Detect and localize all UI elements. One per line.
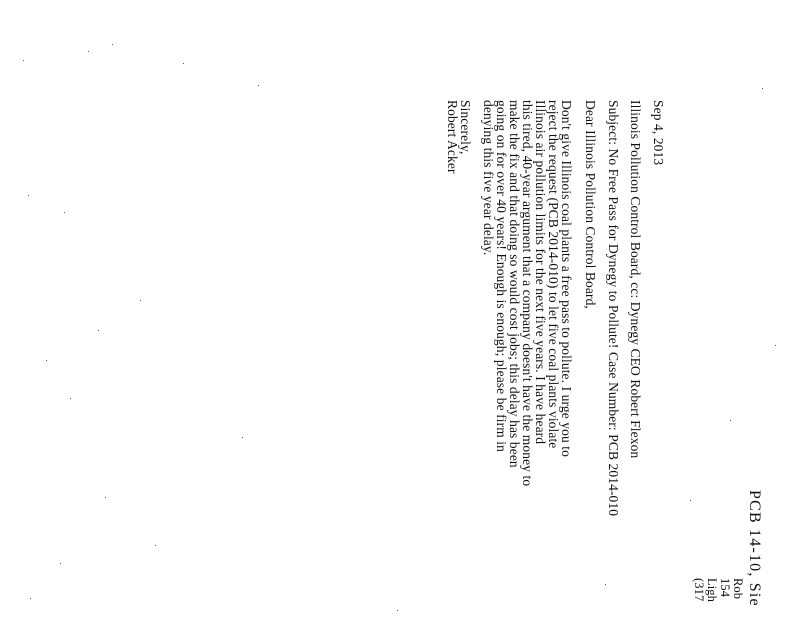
body-line: going on for over 40 years! Enough is enough; please be firm in	[494, 100, 509, 452]
scan-speck	[46, 360, 47, 361]
address-line: (317	[692, 578, 706, 602]
scan-speck	[775, 345, 776, 346]
address-line: 154	[718, 578, 732, 598]
scan-speck	[242, 437, 243, 438]
address-line: Ligh	[705, 578, 719, 603]
scan-speck	[258, 85, 259, 86]
scan-speck	[98, 330, 99, 331]
scan-speck	[690, 500, 691, 501]
case-header: PCB 14-10, Sie	[746, 490, 763, 607]
scan-speck	[88, 51, 89, 52]
body-line: Don't give Illinois coal plants a free pass to pollute. I urge you to	[559, 100, 574, 458]
body-line: reject the request (PCB 2014-010) to let five coal plants violate	[546, 100, 561, 449]
closing: Sincerely,	[458, 100, 473, 155]
scan-speck	[64, 212, 65, 213]
recipient-line: Illinois Pollution Control Board, cc: Dynegy CEO Robert Flexon	[628, 100, 643, 459]
scan-speck	[70, 398, 71, 399]
scan-speck	[397, 610, 398, 611]
scan-speck	[23, 60, 24, 61]
address-line: Rob	[731, 578, 745, 600]
signature: Robert Acker	[445, 100, 460, 174]
body-line: denying this five year delay.	[481, 100, 496, 256]
body-line: Illinois air pollution limits for the next five years. I have heard	[533, 100, 548, 445]
scan-speck	[730, 420, 731, 421]
scan-speck	[762, 88, 763, 89]
scan-speck	[28, 195, 29, 196]
salutation: Dear Illinois Pollution Control Board,	[583, 100, 598, 309]
scan-speck	[155, 545, 156, 546]
scan-speck	[605, 584, 606, 585]
scan-speck	[183, 63, 184, 64]
body-line: this tired, 40-year argument that a company doesn't have the money to	[520, 100, 535, 487]
body-line: make the fix and that doing so would cost jobs; this delay has been	[507, 100, 522, 468]
subject-line: Subject: No Free Pass for Dynegy to Pollute! Case Number: PCB 2014-010	[606, 100, 621, 517]
letter-date: Sep 4, 2013	[651, 100, 666, 166]
scan-speck	[140, 300, 141, 301]
scan-speck	[30, 598, 31, 599]
scan-speck	[105, 497, 106, 498]
scan-speck	[112, 44, 113, 45]
scan-speck	[60, 563, 61, 564]
